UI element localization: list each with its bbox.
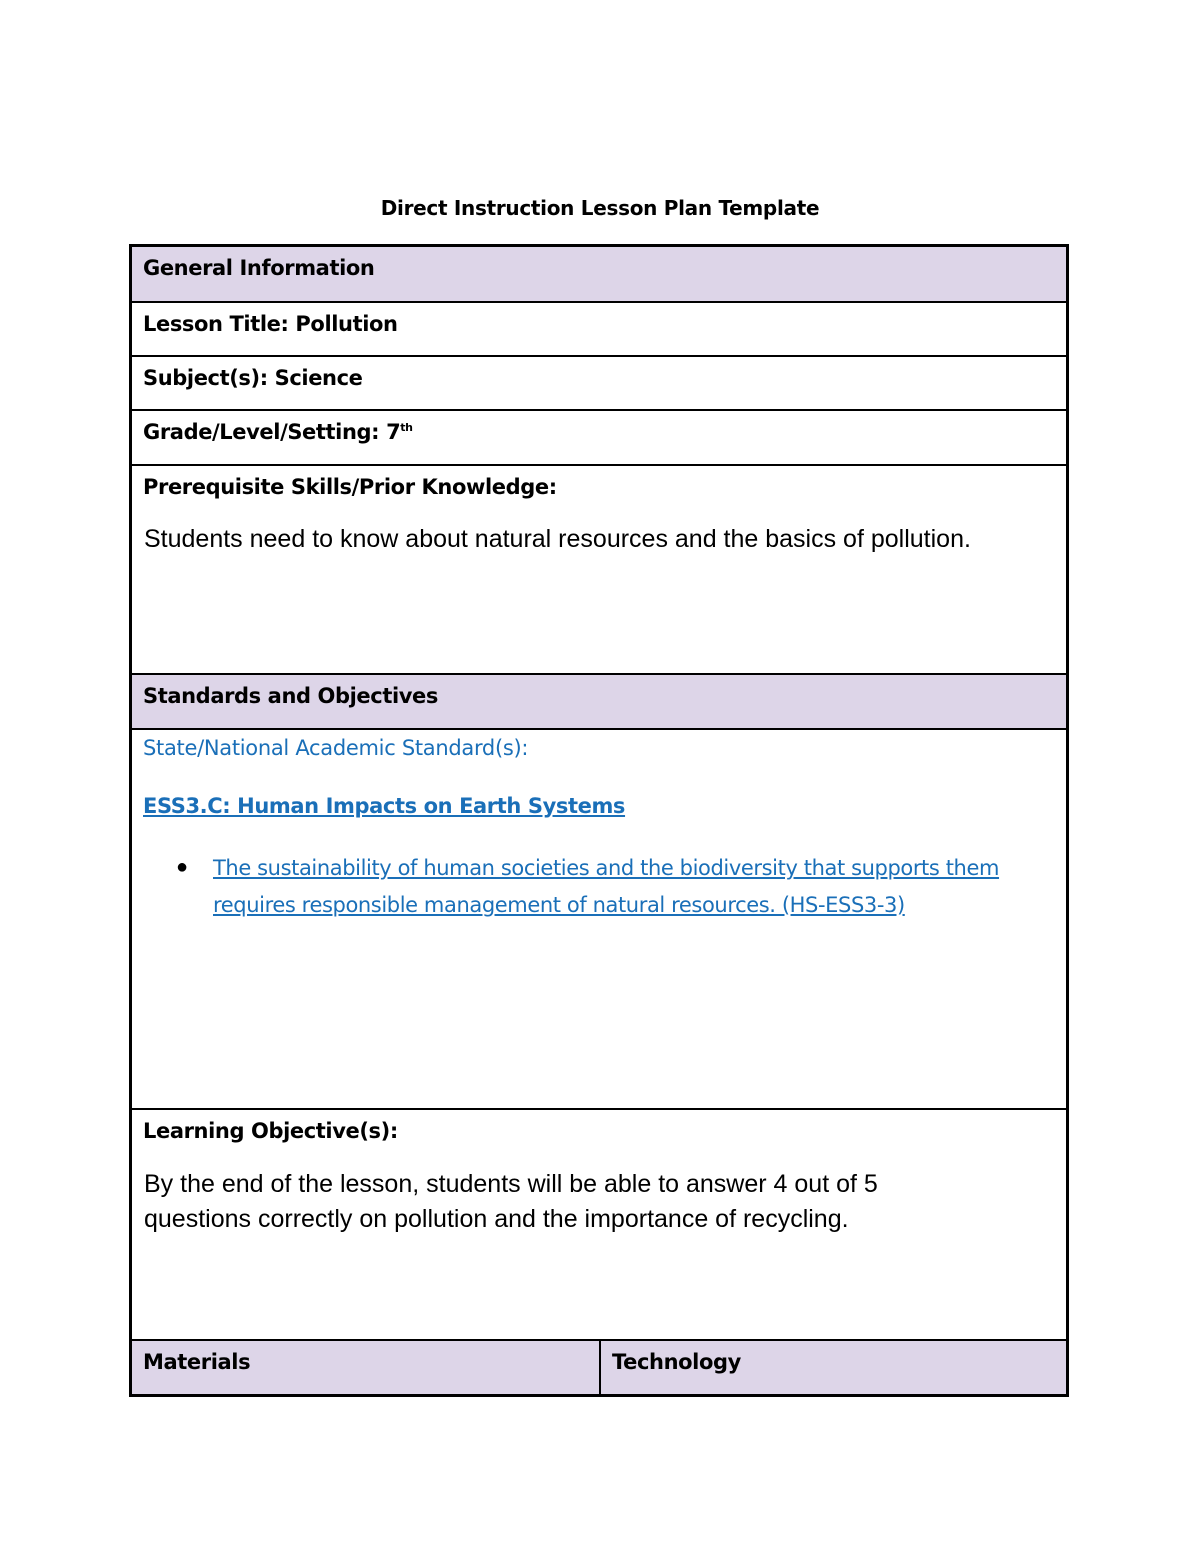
grade-label: Grade/Level/Setting: 7 [143,420,401,444]
lesson-plan-table [129,244,1069,1397]
technology-header: Technology [612,1350,741,1374]
subjects-row [132,357,1066,411]
learning-objectives-row [132,1110,1066,1341]
general-information-header: General Information [143,256,375,280]
academic-standard-label: State/National Academic Standard(s): [143,736,529,760]
lesson-title: Lesson Title: Pollution [143,312,398,336]
learning-objective-line-1: By the end of the lesson, students will be able to answer 4 out of 5 [144,1170,878,1198]
technology-cell [601,1341,1066,1394]
standard-code-link[interactable]: ESS3.C: Human Impacts on Earth Systems [143,794,626,818]
prerequisite-text: Students need to know about natural resources and the basics of pollution. [144,525,971,553]
prerequisite-row [132,466,1066,675]
grade-level-setting [143,420,413,444]
standards-objectives-header-row [132,675,1066,730]
materials-header: Materials [143,1350,251,1374]
learning-objective-label: Learning Objective(s): [143,1119,398,1143]
academic-standards-row [132,730,1066,1110]
grade-suffix: th [400,421,413,434]
materials-cell [132,1341,601,1394]
subjects: Subject(s): Science [143,366,363,390]
bullet-icon: ● [176,856,189,878]
general-information-header-row [132,247,1066,303]
standard-description-link[interactable]: The sustainability of human societies and the biodiversity that supports them requires responsible management of natural resources. (HS-ESS3-3) [213,856,1000,917]
lesson-title-row [132,303,1066,357]
document-title: Direct Instruction Lesson Plan Template [380,196,820,220]
learning-objective-line-2: questions correctly on pollution and the importance of recycling. [144,1205,849,1233]
resources-header-row [132,1341,1066,1394]
grade-row [132,411,1066,466]
prerequisite-label: Prerequisite Skills/Prior Knowledge: [143,475,557,499]
standards-objectives-header: Standards and Objectives [143,684,438,708]
